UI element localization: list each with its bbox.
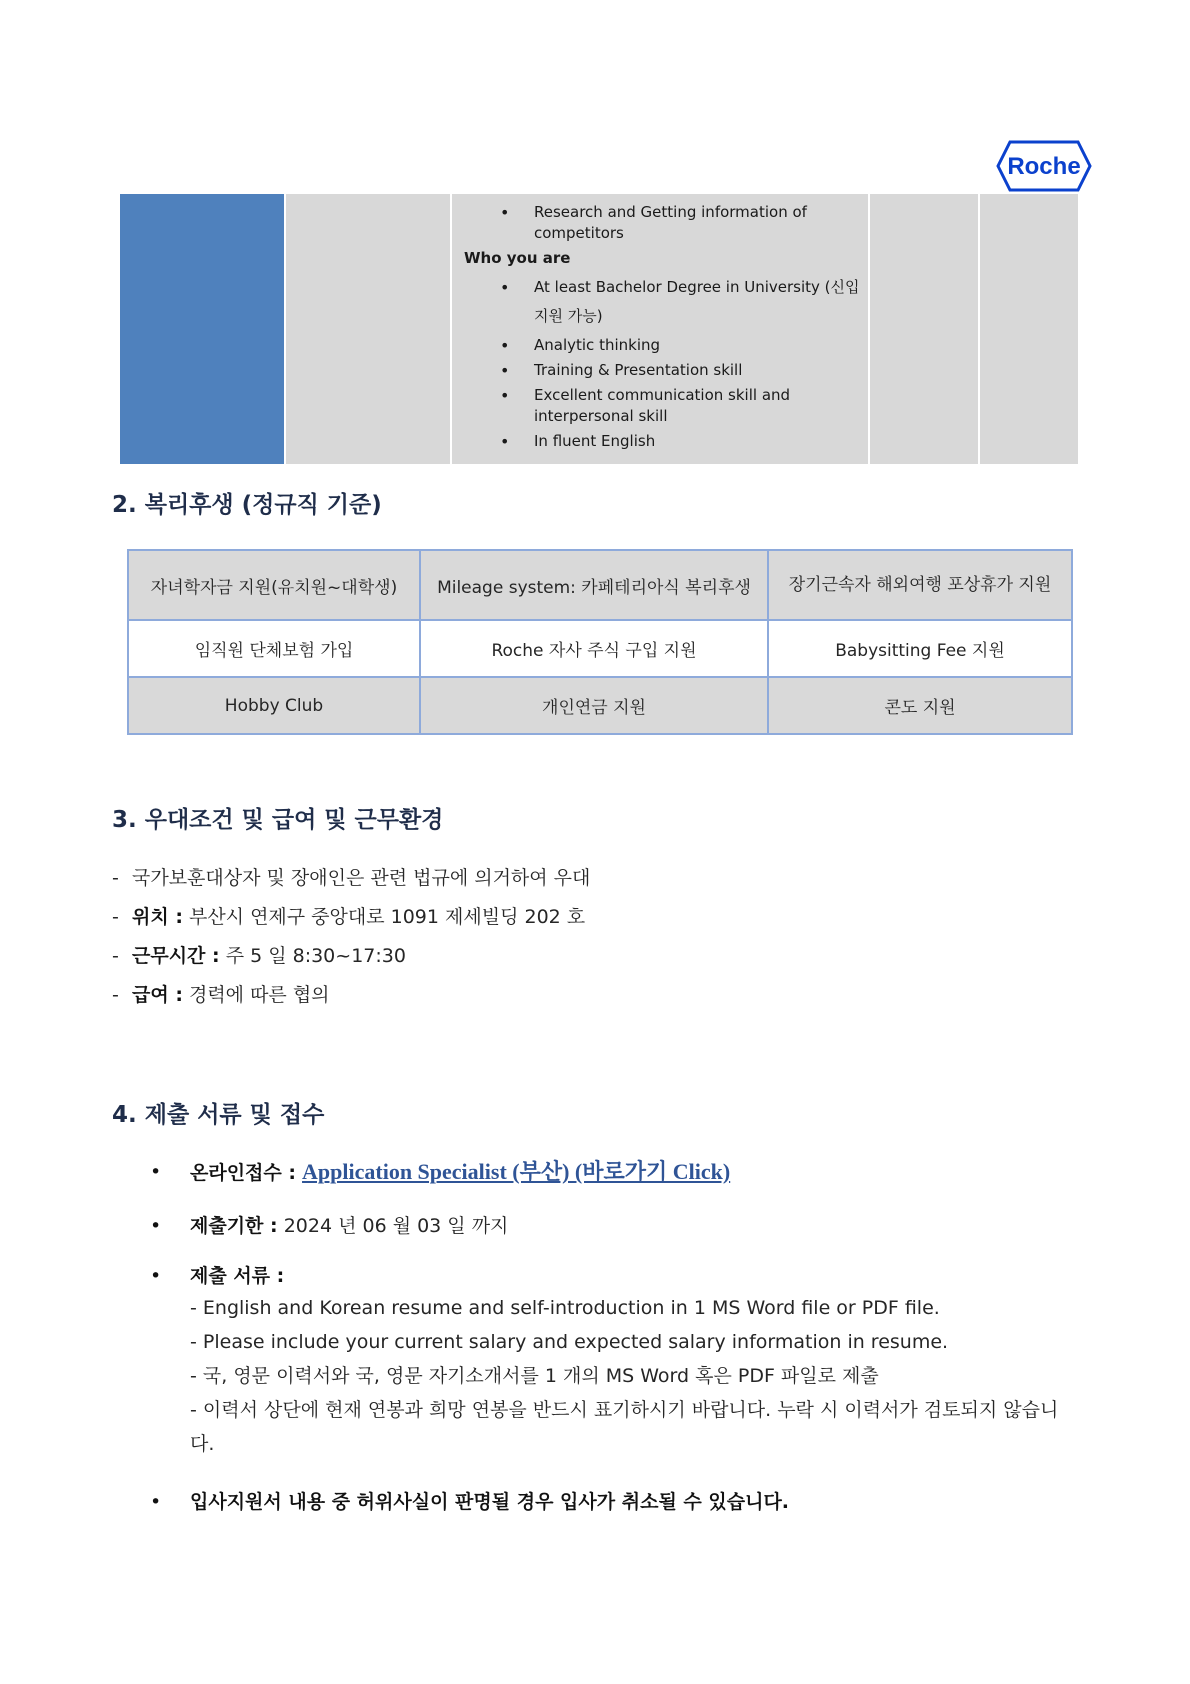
docs-line: - 국, 영문 이력서와 국, 영문 자기소개서를 1 개의 MS Word 혹은 PDF 파일로 제출 (190, 1365, 879, 1387)
table-cell: Roche 자사 주식 구입 지원 (420, 620, 768, 677)
list-item (146, 1211, 1076, 1241)
condition-label: 근무시간 : (132, 945, 220, 967)
section-heading-conditions: 3. 우대조건 및 급여 및 근무환경 (112, 807, 444, 833)
responsibility-list (464, 202, 868, 244)
section-heading-submission: 4. 제출 서류 및 접수 (112, 1102, 325, 1128)
table-cell-requirements (452, 194, 870, 464)
list-item: - 근무시간 : 주 5 일 8:30~17:30 (112, 945, 406, 967)
table-cell-empty (286, 194, 452, 464)
table-cell: 임직원 단체보험 가입 (128, 620, 420, 677)
warning-text: 입사지원서 내용 중 허위사실이 판명될 경우 입사가 취소될 수 있습니다. (190, 1491, 790, 1513)
docs-line: - English and Korean resume and self-introduction in 1 MS Word file or PDF file. (190, 1297, 940, 1319)
apply-link[interactable]: Application Specialist (부산) (바로가기 Click) (302, 1159, 731, 1184)
benefits-table (127, 549, 1073, 735)
job-description-table (120, 194, 1078, 464)
deadline-text: 2024 년 06 월 03 일 까지 (283, 1215, 509, 1237)
docs-line: - 이력서 상단에 현재 연봉과 희망 연봉을 반드시 표기하시기 바랍니다. 누락 시 이력서가 검토되지 않습니다. (190, 1399, 1059, 1455)
table-cell: 콘도 지원 (768, 677, 1072, 734)
condition-text: 경력에 따른 협의 (188, 984, 330, 1006)
table-cell: Hobby Club (128, 677, 420, 734)
who-you-are-heading: Who you are (464, 249, 571, 267)
roche-logo-text: Roche (1007, 153, 1081, 180)
table-cell-empty (870, 194, 980, 464)
list-item: • Excellent communication skill and interpersonal skill (464, 385, 868, 427)
list-item: • Research and Getting information of competitors (464, 202, 868, 244)
list-item: - 급여 : 경력에 따른 협의 (112, 984, 330, 1006)
list-item (146, 1156, 1076, 1189)
table-cell-empty (980, 194, 1078, 464)
table-cell-category (120, 194, 286, 464)
roche-logo (996, 140, 1092, 192)
docs-line: - Please include your current salary and expected salary information in resume. (190, 1331, 949, 1353)
table-row (128, 620, 1072, 677)
docs-label: 제출 서류 : (190, 1265, 285, 1287)
list-item: • Training & Presentation skill (464, 360, 868, 381)
list-item (146, 1487, 1076, 1517)
table-cell: Mileage system: 카페테리아식 복리후생 (420, 550, 768, 620)
condition-text: 국가보훈대상자 및 장애인은 관련 법규에 의거하여 우대 (132, 867, 591, 889)
table-row (128, 677, 1072, 734)
list-item: - 위치 : 부산시 연제구 중앙대로 1091 제세빌딩 202 호 (112, 906, 586, 928)
qualification-list (464, 273, 868, 452)
table-cell: 자녀학자금 지원(유치원~대학생) (128, 550, 420, 620)
list-item: • Analytic thinking (464, 335, 868, 356)
condition-text: 부산시 연제구 중앙대로 1091 제세빌딩 202 호 (188, 906, 586, 928)
condition-text: 주 5 일 8:30~17:30 (225, 945, 406, 967)
list-item (146, 1261, 1076, 1461)
conditions-list (112, 864, 590, 1020)
section-heading-benefits: 2. 복리후생 (정규직 기준) (112, 492, 382, 518)
table-cell: 장기근속자 해외여행 포상휴가 지원 (768, 550, 1072, 620)
list-item: - 국가보훈대상자 및 장애인은 관련 법규에 의거하여 우대 (112, 867, 591, 889)
online-label: 온라인접수 : (190, 1162, 296, 1184)
submission-list (146, 1156, 1076, 1517)
table-cell: 개인연금 지원 (420, 677, 768, 734)
deadline-label: 제출기한 : (190, 1215, 278, 1237)
condition-label: 위치 : (132, 906, 183, 928)
list-item: • In fluent English (464, 431, 868, 452)
condition-label: 급여 : (132, 984, 183, 1006)
list-item: • At least Bachelor Degree in University (신입 지원 가능) (464, 273, 868, 331)
table-row (128, 550, 1072, 620)
table-cell: Babysitting Fee 지원 (768, 620, 1072, 677)
